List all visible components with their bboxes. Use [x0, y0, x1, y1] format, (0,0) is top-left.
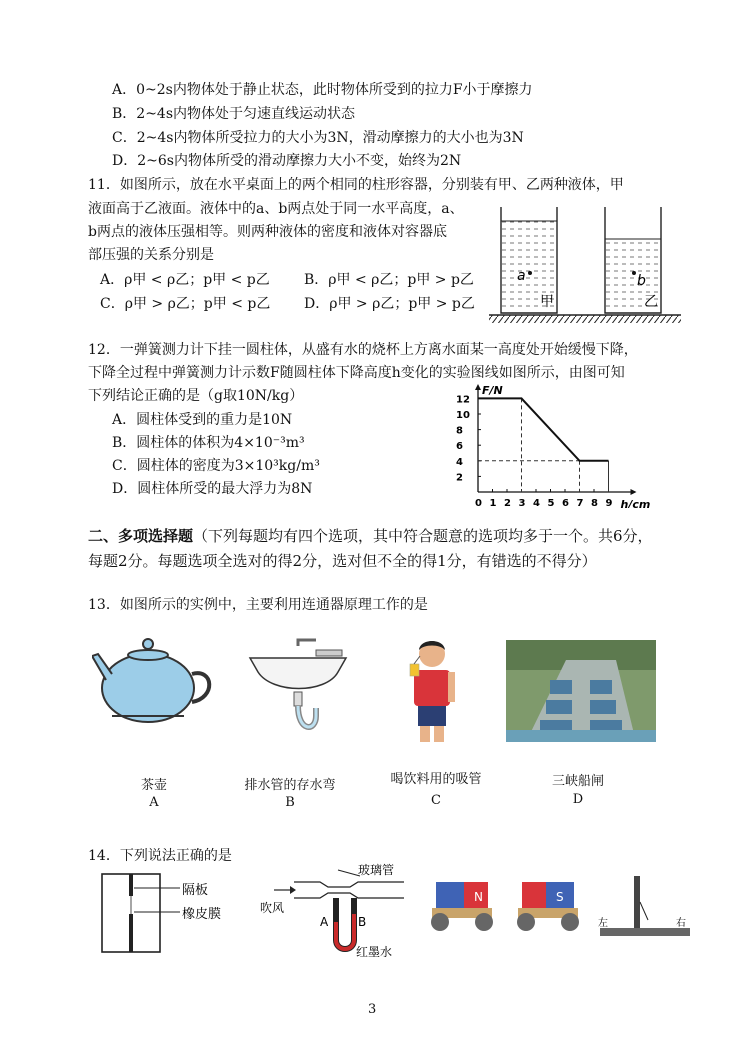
right-label: 右: [676, 918, 686, 929]
left-label: 左: [598, 918, 608, 929]
q13-caption-b: 排水管的存水弯: [244, 778, 336, 793]
q12-stem-line1: 12．一弹簧测力计下挂一圆柱体，从盛有水的烧杯上方离水面某一高度处开始缓慢下降，: [88, 342, 638, 358]
q12-option-d: D．圆柱体所受的最大浮力为8N: [112, 481, 313, 497]
q10-option-a: A．0~2s内物体处于静止状态，此时物体所受到的拉力F小于摩擦力: [112, 82, 533, 98]
q14-magnet-cart-1: [426, 872, 498, 938]
q12-option-c: C．圆柱体的密度为3×10³kg/m³: [112, 458, 320, 474]
point-b-dot: [632, 271, 636, 275]
q11-containers-figure: [485, 205, 685, 327]
label-jia: 甲: [540, 294, 554, 310]
y-tick-label: 8: [456, 425, 463, 437]
q14-magnet-cart-2: [512, 872, 584, 938]
q13-caption-a: 茶壶: [140, 778, 167, 793]
label-yi: 乙: [644, 294, 658, 310]
x-tick-label: 6: [562, 498, 569, 508]
teapot-image: [92, 628, 217, 728]
q13-letter-a: A: [149, 795, 159, 810]
x-tick-label: 3: [518, 498, 526, 508]
point-a-dot: [528, 271, 532, 275]
x-tick-label: 4: [533, 498, 540, 508]
y-tick-label: 10: [456, 410, 470, 421]
section-2-desc2: 每题2分。每题选项全选对的得2分，选对但不全的得1分，有错选的不得分）: [88, 552, 597, 570]
q11-stem-line3: b两点的液体压强相等。则两种液体的密度和液体对容器底: [88, 224, 447, 240]
q11-option-a: A．ρ甲 < ρ乙；p甲 < p乙: [100, 272, 270, 288]
q13-caption-d: 三峡船闸: [551, 774, 604, 789]
q13-letter-b: B: [285, 795, 295, 810]
cart1-n-label: N: [474, 890, 483, 904]
table-surface: [489, 315, 681, 323]
section-2-line1: [88, 526, 653, 546]
q10-option-c: C．2~4s内物体所受拉力的大小为3N，滑动摩擦力的大小也为3N: [112, 130, 524, 146]
q12-option-a: A．圆柱体受到的重力是10N: [112, 412, 293, 428]
container-yi: [605, 207, 661, 313]
force-line-series: [478, 398, 609, 460]
x-axis-label: h/cm: [620, 498, 651, 508]
tube-a-label: A: [320, 915, 329, 929]
x-tick-label: 1: [489, 498, 497, 508]
q12-stem-line3: 下列结论正确的是（g取10N/kg）: [88, 388, 304, 404]
x-axis-arrow: [631, 489, 637, 495]
y-axis-label: F/N: [482, 384, 503, 397]
tube-b-label: B: [358, 915, 367, 929]
q14-partition-container-figure: [98, 870, 248, 956]
blow-label: 吹风: [260, 901, 285, 915]
q13-letter-d: D: [572, 792, 584, 807]
x-tick-label: 5: [547, 498, 555, 508]
q11-option-c: C．ρ甲 > ρ乙；p甲 < p乙: [100, 296, 271, 312]
y-tick-label: 2: [456, 472, 463, 484]
q14-stem: 14．下列说法正确的是: [88, 848, 232, 864]
y-axis-arrow: [475, 384, 481, 390]
q11-option-d: D．ρ甲 > ρ乙；p甲 > p乙: [304, 296, 475, 312]
y-tick-label: 6: [456, 441, 463, 453]
q13-stem: 13．如图所示的实例中，主要利用连通器原理工作的是: [88, 597, 428, 613]
x-tick-label: 7: [576, 498, 584, 508]
section-2-desc1: （下列每题均有四个选项，其中符合题意的选项均多于一个。共6分，: [193, 527, 653, 545]
y-tick-label: 4: [456, 456, 463, 468]
x-tick-label: 8: [591, 498, 598, 508]
partition-label: 隔板: [182, 883, 209, 898]
q12-option-b: B．圆柱体的体积为4×10⁻³m³: [112, 435, 305, 451]
q14-venturi-tube-figure: [254, 862, 414, 962]
x-tick-label: 9: [605, 498, 613, 508]
section-2-heading: 二、多项选择题: [88, 527, 194, 545]
boy-drinking-image: [400, 636, 464, 744]
three-gorges-lock-image: [506, 640, 656, 742]
red-ink-label: 红墨水: [356, 945, 393, 959]
point-b-label: b: [637, 273, 646, 289]
q11-option-b: B．ρ甲 < ρ乙；p甲 > p乙: [304, 272, 474, 288]
q10-option-b: B．2~4s内物体处于匀速直线运动状态: [112, 106, 356, 122]
q12-stem-line2: 下降全过程中弹簧测力计示数F随圆柱体下降高度h变化的实验图线如图所示，由图可知: [88, 365, 625, 381]
q13-caption-c: 喝饮料用的吸管: [390, 772, 482, 787]
q10-option-d: D．2~6s内物体所受的滑动摩擦力大小不变，始终为2N: [112, 153, 462, 169]
q13-letter-c: C: [431, 793, 441, 808]
q11-stem-line1: 11．如图所示，放在水平桌面上的两个相同的柱形容器，分别装有甲、乙两种液体，甲: [88, 177, 624, 193]
q12-force-chart: [448, 380, 678, 508]
point-a-label: a: [517, 268, 526, 284]
x-tick-label: 2: [504, 498, 511, 508]
q11-stem-line4: 部压强的关系分别是: [88, 247, 214, 263]
container-jia: [501, 207, 557, 313]
y-tick-label: 12: [456, 394, 470, 406]
cart2-s-label: S: [556, 890, 564, 904]
membrane-label: 橡皮膜: [182, 907, 222, 922]
q14-lever-stand-figure: [592, 872, 696, 942]
x-tick-label: 0: [475, 498, 482, 508]
page-number: 3: [368, 1002, 377, 1017]
q11-stem-line2: 液面高于乙液面。液体中的a、b两点处于同一水平高度，a、: [88, 201, 464, 217]
glass-tube-label: 玻璃管: [358, 863, 395, 877]
sink-trap-image: [246, 636, 352, 736]
